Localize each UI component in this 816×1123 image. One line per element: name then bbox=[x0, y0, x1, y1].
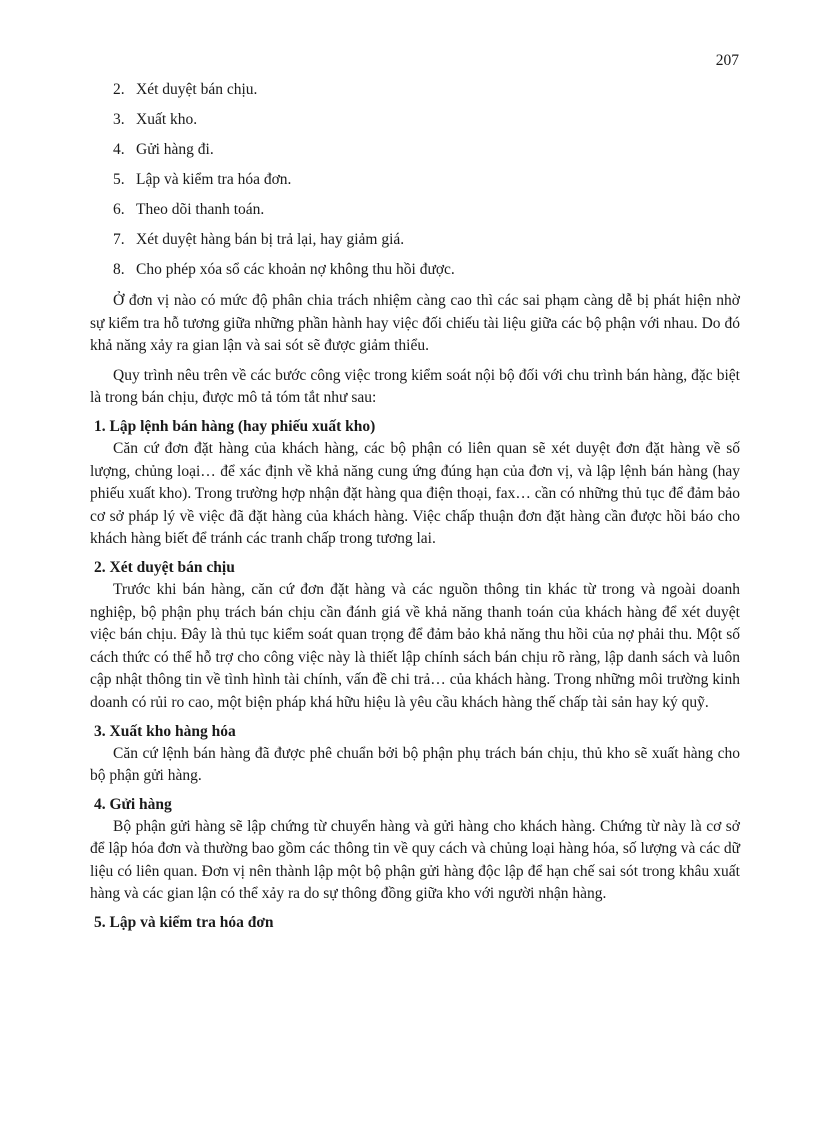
intro-paragraph: Ở đơn vị nào có mức độ phân chia trách nhiệm càng cao thì các sai phạm càng dễ bị phát hiện nhờ sự kiểm tra hỗ tương giữa những phần hành hay việc đối chiếu tài liệu giữa các bộ phận với nhau. Do đó khả năng xảy ra gian lận và sai sót sẽ được giảm thiểu. bbox=[90, 292, 740, 355]
list-item-text: Xét duyệt bán chịu. bbox=[136, 81, 258, 98]
list-item-text: Xuất kho. bbox=[136, 111, 198, 128]
list-item-text: Lập và kiểm tra hóa đơn. bbox=[136, 171, 292, 188]
list-item-text: Gửi hàng đi. bbox=[136, 141, 214, 158]
section-heading: 5. Lập và kiểm tra hóa đơn bbox=[94, 914, 274, 932]
list-item-number: 3. bbox=[113, 111, 125, 128]
list-item bbox=[90, 170, 740, 200]
list-item bbox=[90, 80, 740, 110]
page-content bbox=[90, 80, 740, 934]
section-body: Trước khi bán hàng, căn cứ đơn đặt hàng và các nguồn thông tin khác từ trong và ngoài doanh nghiệp, bộ phận phụ trách bán chịu cần đánh giá về khả năng thanh toán của khách hàng để xét duyệt việc bán chịu. Đây là thủ tục kiểm soát quan trọng để đảm bảo khả năng thu hồi của nợ phải thu. Một số cách thức có thể hỗ trợ cho công việc này là thiết lập chính sách bán chịu rõ ràng, lập danh sách và luôn cập nhật thông tin về tình hình tài chính, vấn đề chi trả… của khách hàng. Trong những môi trường kinh doanh có rủi ro cao, một biện pháp khá hữu hiệu là yêu cầu khách hàng thế chấp tài sản hay ký quỹ. bbox=[90, 580, 740, 711]
section-heading: 3. Xuất kho hàng hóa bbox=[94, 722, 236, 740]
section-1 bbox=[90, 416, 740, 551]
list-item bbox=[90, 110, 740, 140]
section-body: Bộ phận gửi hàng sẽ lập chứng từ chuyển hàng và gửi hàng cho khách hàng. Chứng từ này là cơ sở để lập hóa đơn và thường bao gồm các thông tin về quy cách và chủng loại hàng hóa, số lượng và các dữ liệu có liên quan. Đơn vị nên thành lập một bộ phận gửi hàng độc lập để hạn chế sai sót trong khâu xuất hàng và các gian lận có thể xảy ra do sự thông đồng giữa kho với người nhận hàng. bbox=[90, 817, 740, 903]
section-3 bbox=[90, 721, 740, 788]
list-item-text: Cho phép xóa sổ các khoản nợ không thu hồi được. bbox=[136, 261, 455, 278]
section-2 bbox=[90, 557, 740, 715]
list-item-text: Xét duyệt hàng bán bị trả lại, hay giảm giá. bbox=[136, 231, 405, 248]
page-number: 207 bbox=[715, 52, 739, 69]
list-item-number: 2. bbox=[113, 81, 125, 98]
list-item-number: 6. bbox=[113, 201, 125, 218]
section-body: Căn cứ đơn đặt hàng của khách hàng, các bộ phận có liên quan sẽ xét duyệt đơn đặt hàng về số lượng, chủng loại… để xác định về khả năng cung ứng đúng hạn của đơn vị, và lập lệnh bán hàng (hay phiếu xuất kho). Trong trường hợp nhận đặt hàng qua điện thoại, fax… cần có những thủ tục để đảm bảo cơ sở pháp lý về việc đã đặt hàng của khách hàng. Việc chấp thuận đơn đặt hàng cần được hồi báo cho khách hàng biết để tránh các tranh chấp trong tương lai. bbox=[90, 439, 740, 548]
section-body: Căn cứ lệnh bán hàng đã được phê chuẩn bởi bộ phận phụ trách bán chịu, thủ kho sẽ xuất hàng cho bộ phận gửi hàng. bbox=[90, 744, 740, 785]
section-heading: 1. Lập lệnh bán hàng (hay phiếu xuất kho) bbox=[94, 417, 376, 435]
list-item bbox=[90, 260, 740, 290]
section-heading: 4. Gửi hàng bbox=[94, 795, 172, 813]
list-item-number: 4. bbox=[113, 141, 125, 158]
process-step-list bbox=[90, 80, 740, 290]
list-item-number: 8. bbox=[113, 261, 125, 278]
section-heading: 2. Xét duyệt bán chịu bbox=[94, 558, 235, 576]
list-item bbox=[90, 140, 740, 170]
list-item-number: 5. bbox=[113, 171, 125, 188]
list-item bbox=[90, 230, 740, 260]
section-5 bbox=[90, 912, 740, 934]
list-item-number: 7. bbox=[113, 231, 125, 248]
list-item bbox=[90, 200, 740, 230]
intro-paragraph: Quy trình nêu trên về các bước công việc trong kiểm soát nội bộ đối với chu trình bán hàng, đặc biệt là trong bán chịu, được mô tả tóm tắt như sau: bbox=[90, 366, 740, 407]
section-4 bbox=[90, 794, 740, 906]
list-item-text: Theo dõi thanh toán. bbox=[136, 201, 265, 218]
